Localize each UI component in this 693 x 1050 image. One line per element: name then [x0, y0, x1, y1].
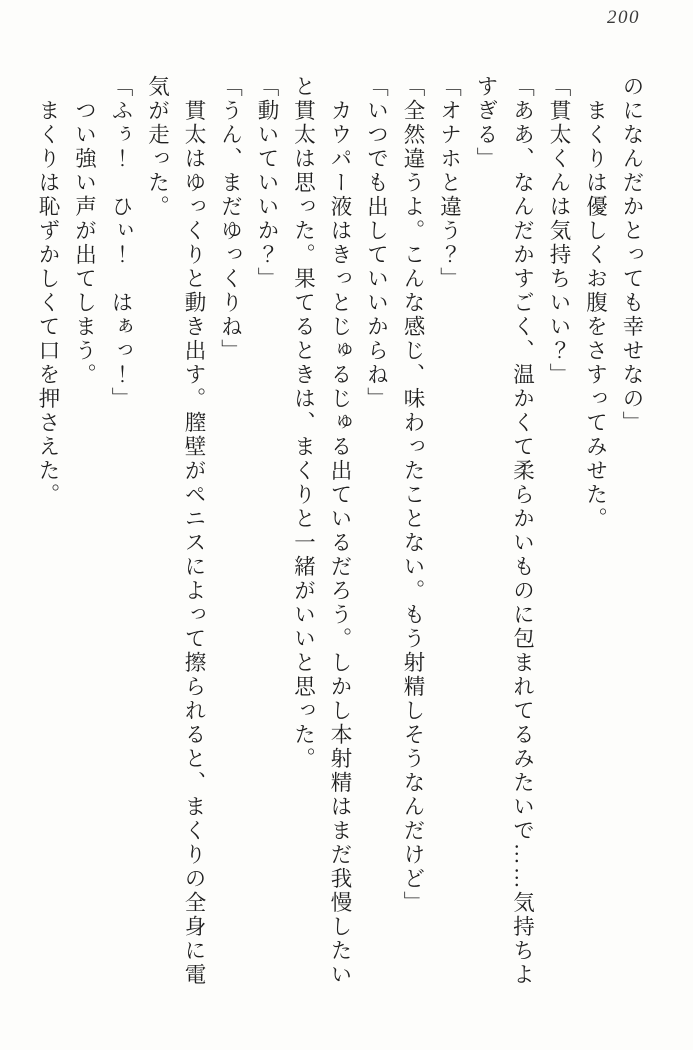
text-line: 「いつでも出していいからね」 — [364, 75, 389, 411]
text-line: カウパー液はきっとじゅるじゅる出ているだろう。しかし本射精はまだ我慢したい — [328, 99, 352, 987]
text-line: と貫太は思った。果てるときは、まくりと一緒がいいと思った。 — [291, 75, 316, 771]
text-line: つい強い声が出てしまう。 — [72, 99, 97, 387]
text-body — [30, 75, 651, 991]
text-line: まくりは優しくお腹をさすってみせた。 — [583, 99, 608, 531]
text-line: 貫太はゆっくりと動き出す。膣壁がペニスによって擦られると、まくりの全身に電 — [182, 99, 206, 987]
text-line: 「オナホと違う？」 — [437, 75, 462, 291]
text-line: のになんだかとっても幸せなの」 — [620, 75, 644, 435]
text-line: 「ふぅ！ ひぃ！ はぁっ！」 — [109, 75, 133, 411]
page-number: 200 — [607, 7, 640, 28]
text-line: 「動いていいか？」 — [255, 75, 279, 291]
text-line: 「貫太くんは気持ちいい？」 — [547, 75, 571, 387]
text-line: 「全然違うよ。こんな感じ、味わったことない。もう射精しそうなんだけど」 — [401, 75, 425, 915]
text-line: まくりは恥ずかしくて口を押さえた。 — [36, 99, 60, 507]
text-line: 「ああ、なんだかすごく、温かくて柔らかいものに包まれてるみたいで……気持ちよ — [510, 75, 535, 987]
text-line: すぎる」 — [474, 75, 498, 171]
text-line: 気が走った。 — [145, 75, 170, 219]
text-line: 「うん、まだゆっくりね」 — [218, 75, 243, 363]
